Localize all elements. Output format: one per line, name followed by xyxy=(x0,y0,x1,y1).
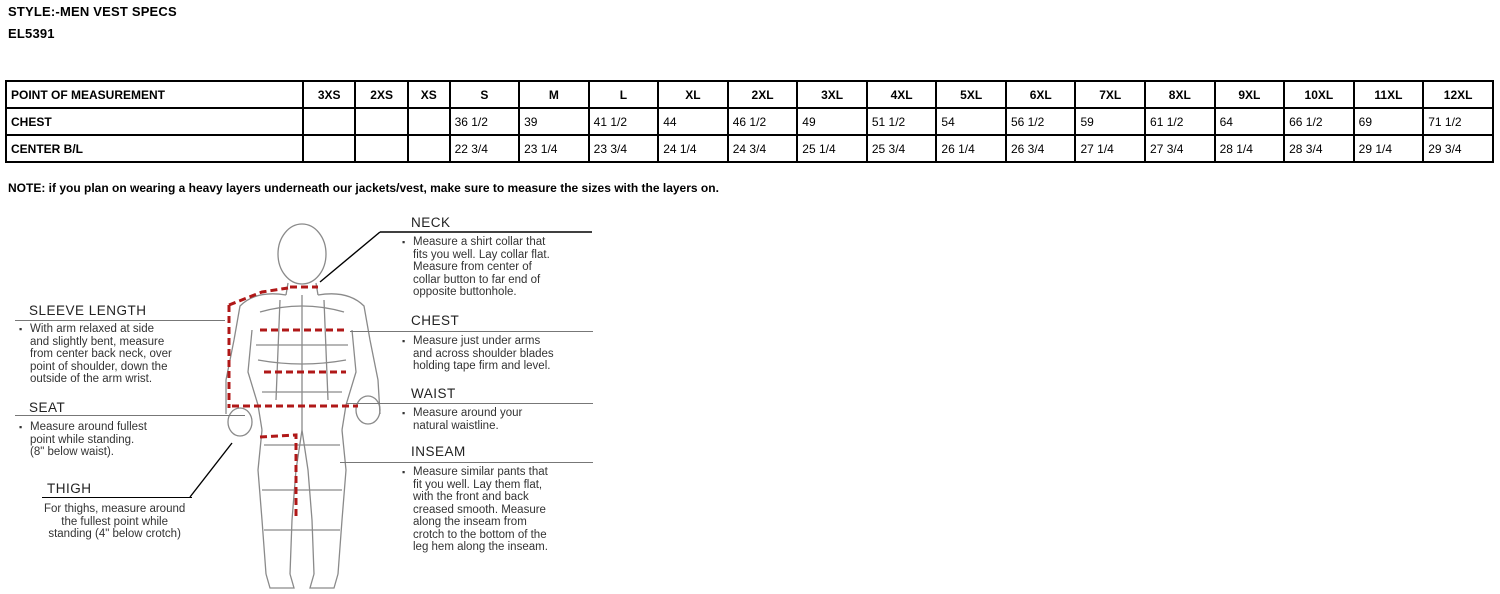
table-cell: 25 3/4 xyxy=(867,135,937,162)
row-label: CHEST xyxy=(6,108,303,135)
chest-title: CHEST xyxy=(411,313,460,328)
seat-title: SEAT xyxy=(29,400,66,415)
thigh-title: THIGH xyxy=(47,481,92,496)
table-cell: 51 1/2 xyxy=(867,108,937,135)
desc-line: ▪ With arm relaxed at side xyxy=(30,323,154,335)
table-cell xyxy=(408,108,450,135)
desc-line: (8" below waist). xyxy=(30,446,114,458)
style-title: STYLE:-MEN VEST SPECS xyxy=(8,4,177,19)
desc-line: ▪ Measure similar pants that xyxy=(413,466,548,478)
column-header: 6XL xyxy=(1006,81,1076,108)
table-cell: 24 3/4 xyxy=(728,135,798,162)
thigh-rule xyxy=(42,497,192,498)
desc-line: point while standing. xyxy=(30,433,135,446)
column-header: 4XL xyxy=(867,81,937,108)
table-cell: 28 3/4 xyxy=(1284,135,1354,162)
sleeve-length-title: SLEEVE LENGTH xyxy=(29,303,147,318)
desc-line: outside of the arm wrist. xyxy=(30,373,153,385)
table-cell xyxy=(408,135,450,162)
inseam-description xyxy=(413,466,548,554)
neck-description xyxy=(413,236,550,299)
desc-line: ▪ Measure around fullest xyxy=(30,421,147,433)
human-figure-outline xyxy=(226,224,380,588)
desc-line: along the inseam from xyxy=(413,516,527,528)
desc-line: collar button to far end of xyxy=(413,273,541,286)
waist-description xyxy=(413,407,522,432)
desc-line: standing (4" below crotch) xyxy=(48,528,181,540)
desc-line: and slightly bent, measure xyxy=(30,335,165,348)
chest-rule xyxy=(350,331,593,332)
seat-description xyxy=(30,421,147,459)
column-header: S xyxy=(450,81,520,108)
table-cell xyxy=(355,135,407,162)
desc-line: opposite buttonhole. xyxy=(413,286,517,298)
chest-description xyxy=(413,335,554,373)
table-cell: 59 xyxy=(1075,108,1145,135)
column-header: 7XL xyxy=(1075,81,1145,108)
column-header: 5XL xyxy=(936,81,1006,108)
table-header-row xyxy=(6,81,1493,108)
desc-line: the fullest point while xyxy=(61,515,169,528)
desc-line: ▪ Measure around your xyxy=(413,407,523,419)
table-cell: 23 1/4 xyxy=(519,135,589,162)
desc-line: holding tape firm and level. xyxy=(413,360,551,372)
desc-line: Measure from center of xyxy=(413,261,532,273)
column-header: L xyxy=(589,81,659,108)
desc-line: with the front and back xyxy=(413,491,529,503)
table-cell: 22 3/4 xyxy=(450,135,520,162)
waist-title: WAIST xyxy=(411,386,456,401)
sleeve-length-description xyxy=(30,323,172,386)
table-cell: 27 1/4 xyxy=(1075,135,1145,162)
table-cell: 29 3/4 xyxy=(1423,135,1493,162)
table-cell: 54 xyxy=(936,108,1006,135)
table-cell: 39 xyxy=(519,108,589,135)
column-header: 10XL xyxy=(1284,81,1354,108)
column-header: 2XL xyxy=(728,81,798,108)
table-cell: 64 xyxy=(1215,108,1285,135)
table-cell: 26 1/4 xyxy=(936,135,1006,162)
table-cell: 71 1/2 xyxy=(1423,108,1493,135)
column-header: 12XL xyxy=(1423,81,1493,108)
desc-line: point of shoulder, down the xyxy=(30,360,168,373)
column-header: POINT OF MEASUREMENT xyxy=(6,81,303,108)
row-label: CENTER B/L xyxy=(6,135,303,162)
column-header: 3XL xyxy=(797,81,867,108)
layering-note: NOTE: if you plan on wearing a heavy layers underneath our jackets/vest, make sure to measure the sizes with the layers on. xyxy=(8,181,719,195)
sleeve-rule xyxy=(15,320,225,321)
size-spec-table xyxy=(5,80,1494,163)
desc-line: from center back neck, over xyxy=(30,348,172,360)
column-header: M xyxy=(519,81,589,108)
table-cell: 69 xyxy=(1354,108,1424,135)
desc-line: creased smooth. Measure xyxy=(413,503,546,516)
table-cell: 66 1/2 xyxy=(1284,108,1354,135)
desc-line: ▪ Measure just under arms xyxy=(413,335,541,347)
neck-title: NECK xyxy=(411,215,451,230)
table-cell: 29 1/4 xyxy=(1354,135,1424,162)
desc-line: crotch to the bottom of the xyxy=(413,528,547,541)
desc-line: natural waistline. xyxy=(413,419,499,432)
table-row xyxy=(6,135,1493,162)
table-row xyxy=(6,108,1493,135)
desc-line: fits you well. Lay collar flat. xyxy=(413,248,550,261)
column-header: 2XS xyxy=(355,81,407,108)
table-cell: 61 1/2 xyxy=(1145,108,1215,135)
style-code: EL5391 xyxy=(8,26,55,41)
table-cell xyxy=(355,108,407,135)
table-cell: 36 1/2 xyxy=(450,108,520,135)
inseam-title: INSEAM xyxy=(411,444,466,459)
desc-line: fit you well. Lay them flat, xyxy=(413,478,543,491)
table-cell: 44 xyxy=(658,108,728,135)
thigh-description xyxy=(44,503,185,541)
column-header: XS xyxy=(408,81,450,108)
table-cell: 23 3/4 xyxy=(589,135,659,162)
desc-line: and across shoulder blades xyxy=(413,347,554,360)
column-header: 9XL xyxy=(1215,81,1285,108)
table-cell: 25 1/4 xyxy=(797,135,867,162)
table-cell: 46 1/2 xyxy=(728,108,798,135)
column-header: 11XL xyxy=(1354,81,1424,108)
desc-line: leg hem along the inseam. xyxy=(413,541,548,553)
column-header: 3XS xyxy=(303,81,355,108)
table-cell xyxy=(303,108,355,135)
column-header: 8XL xyxy=(1145,81,1215,108)
inseam-rule xyxy=(340,462,593,463)
table-cell: 41 1/2 xyxy=(589,108,659,135)
desc-line: ▪ Measure a shirt collar that xyxy=(413,236,546,248)
measurement-lines xyxy=(229,287,358,520)
seat-rule xyxy=(15,415,245,416)
waist-rule xyxy=(346,403,593,404)
column-header: XL xyxy=(658,81,728,108)
table-cell: 56 1/2 xyxy=(1006,108,1076,135)
table-cell: 49 xyxy=(797,108,867,135)
table-cell: 26 3/4 xyxy=(1006,135,1076,162)
desc-line: For thighs, measure around xyxy=(44,503,186,515)
table-cell xyxy=(303,135,355,162)
table-cell: 28 1/4 xyxy=(1215,135,1285,162)
table-cell: 27 3/4 xyxy=(1145,135,1215,162)
table-cell: 24 1/4 xyxy=(658,135,728,162)
